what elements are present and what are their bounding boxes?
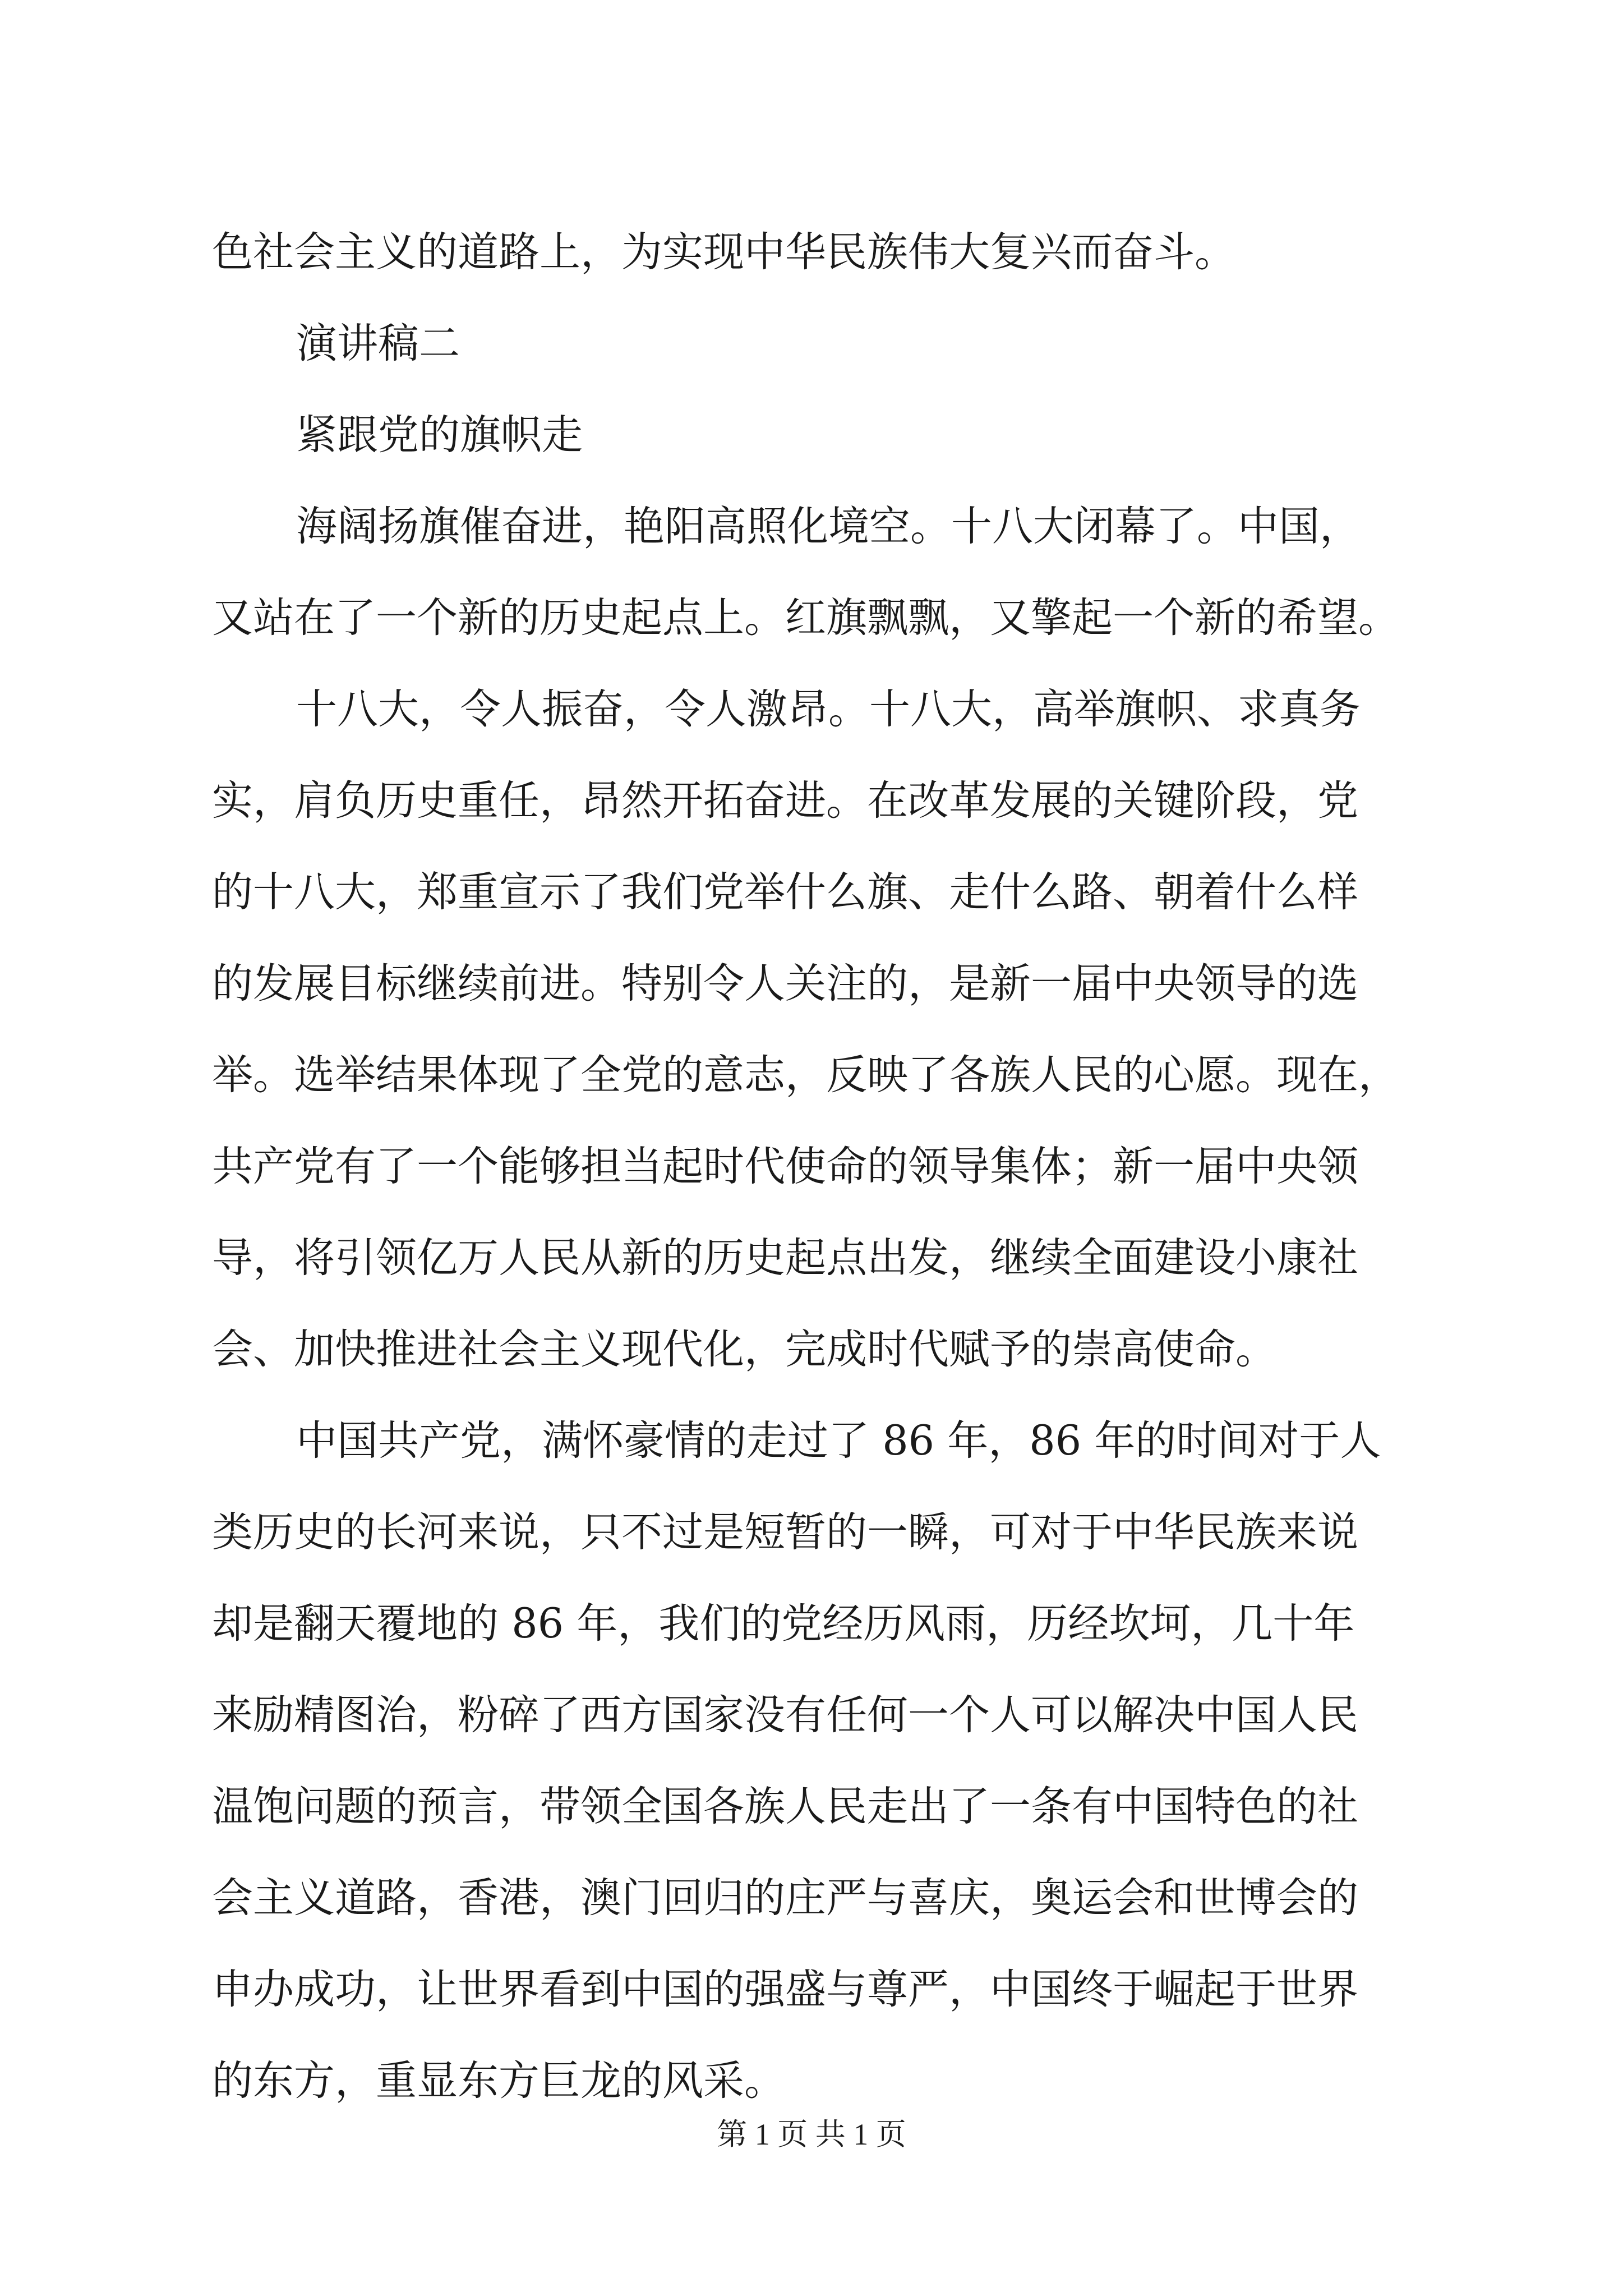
paragraph-line: 的东方，重显东方巨龙的风采。 — [212, 2057, 785, 2105]
paragraph-line: 中国共产党，满怀豪情的走过了 86 年，86 年的时间对于人 — [296, 1417, 1381, 1465]
paragraph-line: 会、加快推进社会主义现代化，完成时代赋予的崇高使命。 — [212, 1326, 1276, 1373]
paragraph-line: 共产党有了一个能够担当起时代使命的领导集体；新一届中央领 — [212, 1143, 1358, 1190]
paragraph-line: 会主义道路，香港，澳门回归的庄严与喜庆，奥运会和世博会的 — [212, 1874, 1358, 1922]
paragraph-line: 的发展目标继续前进。特别令人关注的，是新一届中央领导的选 — [212, 960, 1358, 1007]
paragraph-line: 申办成功，让世界看到中国的强盛与尊严，中国终于崛起于世界 — [212, 1966, 1358, 2013]
paragraph-line: 的十八大，郑重宣示了我们党举什么旗、走什么路、朝着什么样 — [212, 868, 1358, 916]
section-heading: 演讲稿二 — [296, 320, 460, 367]
paragraph-line: 又站在了一个新的历史起点上。红旗飘飘，又擎起一个新的希望。 — [212, 594, 1399, 642]
paragraph-line: 类历史的长河来说，只不过是短暂的一瞬，可对于中华民族来说 — [212, 1508, 1358, 1556]
speech-title: 紧跟党的旗帜走 — [296, 411, 583, 459]
paragraph-line: 十八大，令人振奋，令人激昂。十八大，高举旗帜、求真务 — [296, 685, 1361, 733]
paragraph-line: 来励精图治，粉碎了西方国家没有任何一个人可以解决中国人民 — [212, 1691, 1358, 1739]
page-number-footer: 第 1 页 共 1 页 — [717, 2118, 906, 2151]
paragraph-line: 举。选举结果体现了全党的意志，反映了各族人民的心愿。现在， — [212, 1051, 1399, 1099]
paragraph-line: 色社会主义的道路上，为实现中华民族伟大复兴而奋斗。 — [212, 228, 1235, 276]
paragraph-line: 导，将引领亿万人民从新的历史起点出发，继续全面建设小康社 — [212, 1234, 1358, 1282]
paragraph-line: 却是翻天覆地的 86 年，我们的党经历风雨，历经坎坷，几十年 — [212, 1600, 1355, 1648]
paragraph-line: 海阔扬旗催奋进，艳阳高照化境空。十八大闭幕了。中国， — [296, 503, 1361, 550]
paragraph-line: 实，肩负历史重任，昂然开拓奋进。在改革发展的关键阶段，党 — [212, 777, 1358, 825]
paragraph-line: 温饱问题的预言，带领全国各族人民走出了一条有中国特色的社 — [212, 1783, 1358, 1830]
